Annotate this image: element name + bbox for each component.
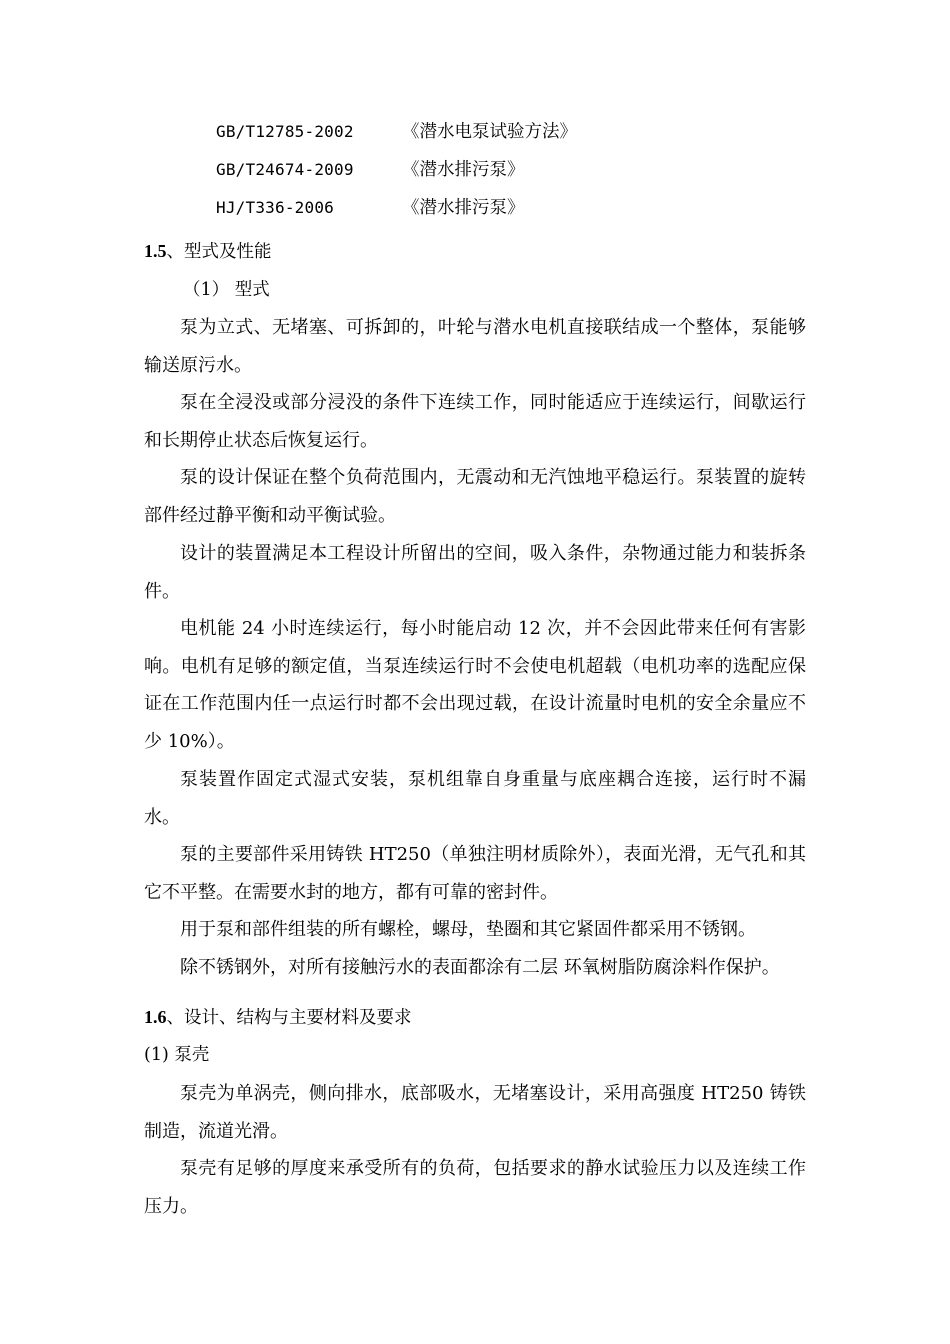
section-heading-1-6 (144, 1002, 412, 1032)
section-title: 、设计、结构与主要材料及要求 (166, 1008, 412, 1028)
standard-row (0, 193, 950, 223)
standard-name: 《潜水电泵试验方法》 (402, 122, 577, 142)
paragraph: 设计的装置满足本工程设计所留出的空间，吸入条件，杂物通过能力和装拆条件。 (144, 543, 806, 602)
paragraph: 泵的设计保证在整个负荷范围内，无震动和无汽蚀地平稳运行。泵装置的旋转部件经过静平衡和动平衡试验。 (144, 467, 806, 526)
standard-code: GB/T12785-2002 (216, 122, 354, 141)
subsection-heading: （1） 型式 (183, 280, 270, 300)
paragraph: 泵在全浸没或部分浸没的条件下连续工作，同时能适应于连续运行，间歇运行和长期停止状态后恢复运行。 (144, 392, 806, 451)
section-number: 1.5 (144, 241, 167, 261)
section-title: 、型式及性能 (166, 242, 272, 262)
standard-row (0, 155, 950, 185)
subsection-heading: (1) 泵壳 (144, 1045, 210, 1065)
standard-name: 《潜水排污泵》 (402, 160, 525, 180)
paragraph: 泵为立式、无堵塞、可拆卸的，叶轮与潜水电机直接联结成一个整体，泵能够输送原污水。 (144, 317, 806, 376)
section-heading-1-5 (144, 236, 272, 266)
paragraph: 电机能 24 小时连续运行，每小时能启动 12 次，并不会因此带来任何有害影响。电机有足够的额定值，当泵连续运行时不会使电机超载（电机功率的选配应保证在工作范围内任一点运行时都不会出现过载，在设计流量时电机的安全余量应不少 10%）。 (144, 618, 806, 752)
paragraph: 用于泵和部件组装的所有螺栓，螺母，垫圈和其它紧固件都采用不锈钢。 (180, 919, 756, 940)
paragraph: 泵壳为单涡壳，侧向排水，底部吸水，无堵塞设计，采用高强度 HT250 铸铁制造，流道光滑。 (144, 1083, 806, 1142)
paragraph: 泵装置作固定式湿式安装，泵机组靠自身重量与底座耦合连接，运行时不漏水。 (144, 769, 806, 828)
standard-row (0, 117, 950, 147)
standard-name: 《潜水排污泵》 (402, 198, 525, 218)
paragraph: 泵的主要部件采用铸铁 HT250（单独注明材质除外），表面光滑，无气孔和其它不平整。在需要水封的地方，都有可靠的密封件。 (144, 844, 806, 903)
paragraph: 除不锈钢外，对所有接触污水的表面都涂有二层 环氧树脂防腐涂料作保护。 (180, 957, 780, 978)
standard-code: GB/T24674-2009 (216, 160, 354, 179)
paragraph: 泵壳有足够的厚度来承受所有的负荷，包括要求的静水试验压力以及连续工作压力。 (144, 1158, 806, 1217)
standard-code: HJ/T336-2006 (216, 198, 334, 217)
section-number: 1.6 (144, 1007, 167, 1027)
